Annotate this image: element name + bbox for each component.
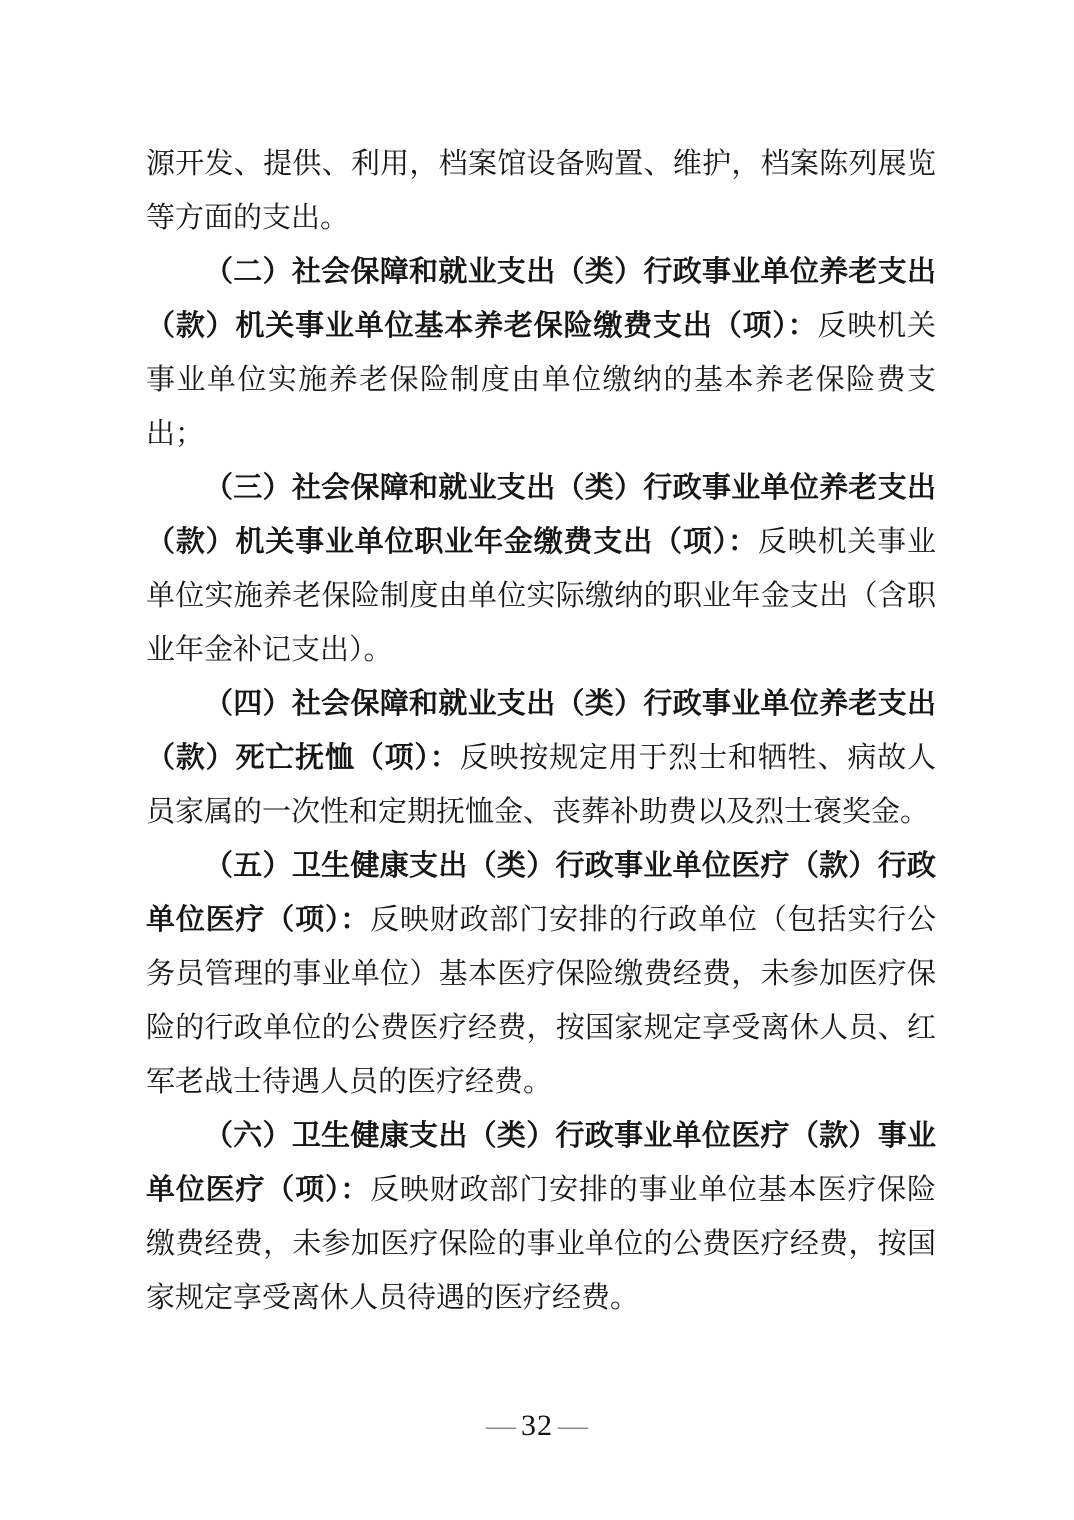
paragraph-body: 反映财政部门安排的事业单位基本医疗保险缴费经费，未参加医疗保险的事业单位的公费医疗经费，按国家规定享受离休人员待遇的医疗经费。 (146, 1174, 936, 1314)
paragraph-heading: （六）卫生健康支出（类）行政事业单位医疗（款）事业单位医疗（项）： (146, 1120, 936, 1206)
paragraph-heading: （三）社会保障和就业支出（类）行政事业单位养老支出（款）机关事业单位职业年金缴费支出（项）： (146, 472, 936, 558)
paragraph-heading: （二）社会保障和就业支出（类）行政事业单位养老支出（款）机关事业单位基本养老保险缴费支出（项）： (146, 256, 936, 342)
paragraph-body: 反映机关事业单位实施养老保险制度由单位缴纳的基本养老保险费支出； (146, 310, 936, 450)
paragraph-heading: （四）社会保障和就业支出（类）行政事业单位养老支出（款）死亡抚恤（项）： (146, 688, 936, 774)
paragraph-body: 反映财政部门安排的行政单位（包括实行公务员管理的事业单位）基本医疗保险缴费经费，未参加医疗保险的行政单位的公费医疗经费，按国家规定享受离休人员、红军老战士待遇人员的医疗经费。 (146, 904, 936, 1098)
paragraph-continuation (146, 137, 936, 245)
page-footer (0, 1404, 1074, 1448)
paragraph-body: 反映按规定用于烈士和牺牲、病故人员家属的一次性和定期抚恤金、丧葬补助费以及烈士褒奖金。 (146, 742, 936, 828)
paragraph-heading: （五）卫生健康支出（类）行政事业单位医疗（款）行政单位医疗（项）： (146, 850, 936, 936)
paragraph-item-3 (146, 461, 936, 677)
page-number: 32 (521, 1409, 553, 1442)
paragraph-item-4 (146, 677, 936, 839)
paragraph-item-6 (146, 1109, 936, 1325)
footer-dash-right: — (558, 1409, 588, 1442)
text-block (146, 137, 936, 1325)
footer-dash-left: — (486, 1409, 516, 1442)
paragraph-item-2 (146, 245, 936, 461)
paragraph-item-5 (146, 839, 936, 1109)
paragraph-body: 源开发、提供、利用，档案馆设备购置、维护，档案陈列展览等方面的支出。 (146, 148, 936, 234)
paragraph-body: 反映机关事业单位实施养老保险制度由单位实际缴纳的职业年金支出（含职业年金补记支出）。 (146, 526, 936, 666)
